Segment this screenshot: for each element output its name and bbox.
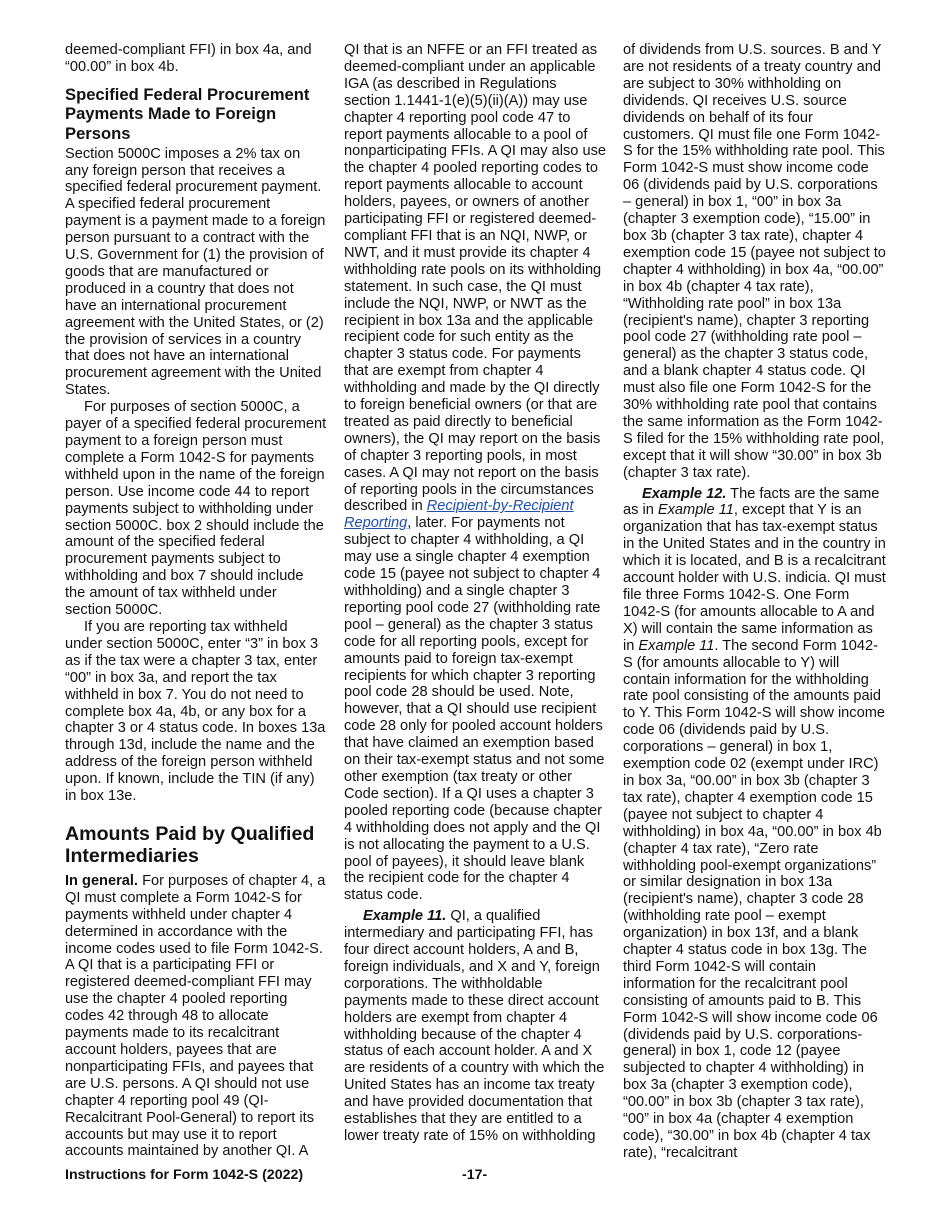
example-12-label: Example 12. [642, 485, 727, 502]
footer-form-title: Instructions for Form 1042-S (2022) [65, 1167, 304, 1183]
reference-example-11-second: Example 11 [638, 637, 715, 654]
paragraph-purposes-5000c: For purposes of section 5000C, a payer of a specified federal procurement payment to a foreign person must complete a Form 1042-S for payments withheld upon in the name of the foreign person. Use income code 44 to report payments subject to withholding under section 5000C. box 2 should include the amount of the specified federal procurement payments subject to withholding and box 7 should include the amount of tax withheld under section 5000C. [65, 399, 327, 619]
text-example-12-c: . The second Form 1042-S (for amounts allocable to Y) will contain information for the withholding rate pool consisting of the amounts paid to Y. This Form 1042-S will show income code 06 (dividends paid by U.S. corporations – general) in box 1, exemption code 02 (exempt under IRC) in box 3a, “00.00” in box 3b (chapter 3 tax rate), chapter 4 exemption code 15 (payee not subject to chapter 4 withholding) in box 4a, “00.00” in box 4b (chapter 4 tax rate), “Zero rate withholding pool-exempt organizations” or similar designation in box 13a (recipient's name), chapter 3 code 28 (withholding rate pool – exempt organization) in box 13f, and a blank chapter 4 status code in box 13g. The third Form 1042-S will contain information for the recalcitrant pool consisting of amounts paid to B. This Form 1042-S will show income code 06 (dividends paid by U.S. corporations-general) in box 1, code 12 (payee subjected to chapter 4 withholding) in box 3a (chapter 3 exemption code), “00.00” in box 3b (chapter 3 tax rate), “00” in box 4a (chapter 4 exemption code), “30.00” in box 4b (chapter 4 tax rate), “recalcitrant [623, 637, 885, 1161]
paragraph-example-12 [623, 486, 887, 1162]
lead-in-general: In general. [65, 872, 138, 889]
paragraph-reporting-tax-5000c: If you are reporting tax withheld under section 5000C, enter “3” in box 3 as if the tax were a chapter 3 tax, enter “00” in box 3a, and report the tax withheld in box 7. You do not need to complete box 4a, 4b, or any box for a chapter 3 or 4 status code. In boxes 13a through 13d, include the name and the address of the foreign person withheld upon. If known, include the TIN (if any) in box 13e. [65, 618, 326, 805]
heading-amounts-paid-by-qi: Amounts Paid by Qualified Intermediaries [65, 822, 315, 867]
reference-example-11: Example 11 [657, 502, 734, 519]
text-example-12-a: The facts are the same as in [623, 485, 880, 519]
text-qi-pools-a: QI that is an NFFE or an FFI treated as deemed-compliant under an applicable IGA (as described in Regulations section 1.1441-1(e)(5)(ii)(A)) may use chapter 4 reporting pool code 47 to report payments allocable to a pool of nonparticipating FFIs. A QI may also use the chapter 4 pooled reporting codes to report payments allocable to account holders, payees, or owners of another participating FFI or registered deemed-compliant FFI that is an NQI, NWP, or NWT, and it must provide its chapter 4 withholding rate pools on its withholding statement. In such case, the QI must include the NQI, NWP, or NWT as the recipient in box 13a and the applicable recipient code for such entity as the chapter 3 status code. For payments that are exempt from chapter 4 withholding and made by the QI directly to foreign beneficial owners (or that are treated as paid directly to beneficial owners), the QI may report on the basis of chapter 3 reporting pools, in most cases. A QI may not report on the basis of reporting pools in the circumstances described in [344, 42, 607, 515]
column-1 [65, 42, 327, 1160]
paragraph-example-11-continued: of dividends from U.S. sources. B and Y are not residents of a treaty country and are subject to 30% withholding on dividends. QI receives U.S. source dividends on behalf of its four customers. QI must file one Form 1042-S for the 15% withholding rate pool. This Form 1042-S must show income code 06 (dividends paid by U.S. corporations – general) in box 1, “00” in box 3a (chapter 3 exemption code), “15.00” in box 3b (chapter 3 tax rate), chapter 4 exemption code 15 (payee not subject to chapter 4 withholding) in box 4a, “00.00” in box 4b (chapter 4 tax rate), “Withholding rate pool” in box 13a (recipient's name), chapter 3 reporting pool code 27 (withholding rate pool – general) as the chapter 3 status code, and a blank chapter 4 status code. QI must also file one Form 1042-S for the 30% withholding rate pool that contains the same information as the Form 1042-S filed for the 15% withholding rate pool, except that it will show “30.00” in box 3b (chapter 3 tax rate). [623, 42, 886, 481]
paragraph-continued: deemed-compliant FFI) in box 4a, and “00.00” in box 4b. [65, 42, 312, 75]
column-3 [623, 42, 887, 1162]
example-11-label: Example 11. [363, 908, 447, 925]
text-example-12-b: , except that Y is an organization that has tax-exempt status in the United States and in the country in which it is located, and B is a recalcitrant account holder with U.S. indicia. QI must file three Forms 1042-S. One Form 1042-S (for amounts allocable to A and X) will contain the same information as in [623, 502, 886, 654]
footer-page-number: -17- [462, 1167, 488, 1183]
text-in-general: For purposes of chapter 4, a QI must complete a Form 1042-S for payments withheld under chapter 4 determined in accordance with the income codes used to file Form 1042-S. A QI that is a participating FFI or registered deemed-compliant FFI may use the chapter 4 pooled reporting codes 42 through 48 to allocate payments made to its recalcitrant account holders, payees that are nonparticipating FFIs, and payees that are U.S. persons. A QI should not use chapter 4 reporting pool 49 (QI-Recalcitrant Pool-General) to report its accounts but may use it to report accounts maintained by another QI. A [65, 872, 326, 1160]
heading-specified-federal-procurement: Specified Federal Procurement Payments Made to Foreign Persons [65, 84, 310, 143]
paragraph-in-general [65, 873, 327, 1160]
paragraph-example-11 [344, 908, 606, 1145]
text-example-11: QI, a qualified intermediary and participating FFI, has four direct account holders, A and B, foreign individuals, and X and Y, foreign corporations. The withholdable payments made to these direct account holders are exempt from chapter 4 withholding because of the chapter 4 status of each account holder. A and X are residents of a country with which the United States has an income tax treaty and have provided documentation that establishes that they are entitled to a lower treaty rate of 15% on withholding [344, 908, 605, 1144]
text-qi-pools-b: , later. For payments not subject to chapter 4 withholding, a QI may use a single chapter 4 exemption code 15 (payee not subject to chapter 4 withholding) and a single chapter 3 reporting pool code 27 (withholding rate pool – general) as the chapter 3 status code for all reporting pools, except for amounts paid to foreign tax-exempt recipients for which chapter 3 reporting pool code 28 should be used. Note, however, that a QI should use recipient code 28 only for pooled account holders that have claimed an exemption based on their tax-exempt status and not some other exemption (tax treaty or other Code section). If a QI uses a chapter 3 pooled reporting code (because chapter 4 withholding does not apply and the QI is not allocating the payment to a U.S. pool of payees), it should leave blank the recipient code for the chapter 4 status code. [344, 515, 605, 904]
paragraph-qi-pools [344, 42, 606, 904]
column-2 [344, 42, 606, 1145]
paragraph-section-5000c: Section 5000C imposes a 2% tax on any foreign person that receives a specified federal procurement payment. A specified federal procurement payment is a payment made to a foreign person pursuant to a contract with the U.S. Government for (1) the provision of goods that are manufactured or produced in a country that does not have an international procurement agreement with the United States, or (2) the provision of services in a country that does not have an international procurement agreement with the United States. [65, 145, 326, 399]
link-recipient-by-recipient-reporting[interactable]: Recipient-by-Recipient Reporting [344, 498, 574, 532]
